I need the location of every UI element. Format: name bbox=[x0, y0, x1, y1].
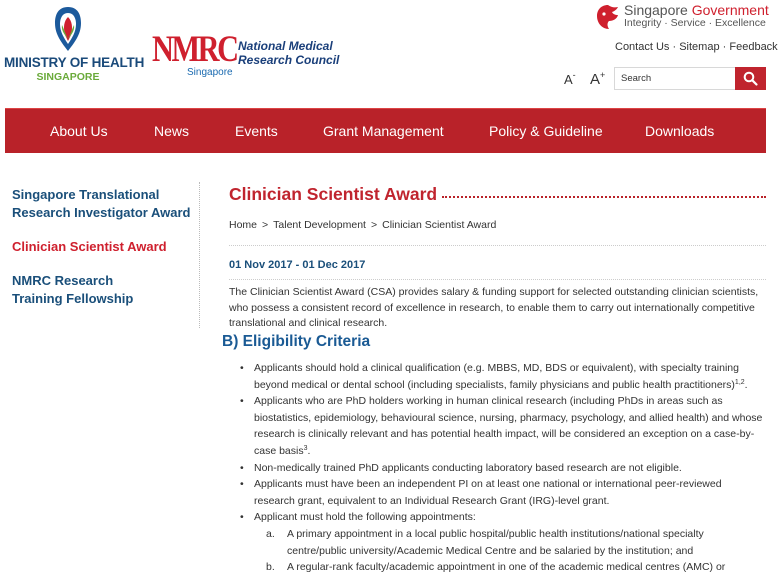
sitemap-link[interactable]: Sitemap bbox=[679, 41, 720, 53]
contact-us-link[interactable]: Contact Us bbox=[615, 41, 670, 53]
sidebar-divider bbox=[199, 182, 200, 328]
page-title: Clinician Scientist Award bbox=[229, 184, 438, 204]
divider bbox=[229, 279, 766, 280]
nmrc-country: Singapore bbox=[187, 67, 233, 78]
feedback-link[interactable]: Feedback bbox=[729, 41, 778, 53]
list-item: • Applicants must have been an independent PI on at least one national or international peer-reviewed research grant, equivalent to an Individual Research Grant (IRG)-level grant. bbox=[240, 476, 764, 509]
nmrc-name-line1: National Medical bbox=[238, 39, 333, 53]
gov-tagline: Integrity · Service · Excellence bbox=[624, 17, 766, 29]
breadcrumb-current: Clinician Scientist Award bbox=[382, 219, 497, 231]
font-decrease-button[interactable]: A- bbox=[564, 70, 576, 87]
breadcrumb-talent-development[interactable]: Talent Development bbox=[273, 219, 366, 231]
nav-events[interactable]: Events bbox=[235, 123, 278, 139]
footnote-ref[interactable]: 3 bbox=[303, 444, 308, 452]
moh-country: SINGAPORE bbox=[36, 71, 100, 83]
list-item: • Applicant must hold the following appointments: a. A primary appointment in a local public hospital/public health institutions/national specialty centre/public university/Academic Medical Centre and be salaried by the institution; and b. A regular-rank faculty/academic appointment in one of the academic medical centres (AMC) or bbox=[240, 509, 764, 575]
utility-links bbox=[615, 41, 778, 53]
list-item: • Non-medically trained PhD applicants conducting laboratory based research are not eligible. bbox=[240, 460, 764, 477]
main-nav bbox=[5, 108, 766, 153]
nav-downloads[interactable]: Downloads bbox=[645, 123, 715, 139]
search-button[interactable] bbox=[735, 67, 766, 90]
appointments-list bbox=[266, 526, 764, 576]
utility-separator: · bbox=[672, 41, 677, 53]
gov-name-part2: Government bbox=[691, 2, 769, 18]
breadcrumb-separator: > bbox=[370, 219, 378, 231]
nmrc-logo[interactable] bbox=[152, 29, 352, 82]
list-item: b. A regular-rank faculty/academic appointment in one of the academic medical centres (AMC) or bbox=[266, 561, 726, 574]
lion-head-icon bbox=[596, 4, 620, 30]
intro-paragraph: The Clinician Scientist Award (CSA) provides salary & funding support for selected outstanding clinician scientists, who possess a consistent record of excellence in research, to enable them to carry out internationally competitive translational and clinical research. bbox=[229, 286, 759, 329]
section-heading-eligibility: B) Eligibility Criteria bbox=[222, 333, 371, 350]
nmrc-name-line2: Research Council bbox=[238, 53, 340, 67]
title-rule bbox=[442, 196, 766, 198]
list-item: • Applicants should hold a clinical qualification (e.g. MBBS, MD, BDS or equivalent), with specialty training beyond medical or dental school (including specialists, family physicians and public health practitioners)$^{1,2}$. bbox=[240, 360, 764, 393]
search-box bbox=[614, 67, 766, 90]
footnote-ref[interactable]: 1,2 bbox=[734, 378, 745, 386]
award-date-range: 01 Nov 2017 - 01 Dec 2017 bbox=[229, 259, 366, 271]
nav-grant-management[interactable]: Grant Management bbox=[323, 123, 444, 139]
nav-policy-guideline[interactable]: Policy & Guideline bbox=[489, 123, 603, 139]
search-input[interactable] bbox=[615, 68, 736, 89]
sidebar-item-clinician-scientist-award[interactable]: Clinician Scientist Award bbox=[12, 239, 167, 254]
breadcrumb-home[interactable]: Home bbox=[229, 219, 258, 231]
singapore-government-logo[interactable] bbox=[596, 2, 769, 34]
nav-about-us[interactable]: About Us bbox=[50, 123, 108, 139]
nav-news[interactable]: News bbox=[154, 123, 190, 139]
divider bbox=[229, 245, 766, 246]
gov-name-part1: Singapore bbox=[624, 2, 692, 18]
moh-logo-icon bbox=[52, 5, 84, 53]
utility-separator: · bbox=[722, 41, 727, 53]
list-item: • Applicants who are PhD holders working in human clinical research (including PhDs in areas such as biostatistics, epidemiology, behavioural science, nursing, pharmacy, psychology, and allied health) and whose research is clinically relevant and has potential health impact, will be considered an exception on a case-by-case basis$^3$. bbox=[240, 393, 764, 459]
nmrc-full-name bbox=[238, 39, 358, 67]
sidebar-item-stari[interactable]: Singapore Translational Research Investigator Award bbox=[12, 187, 191, 220]
moh-logo[interactable] bbox=[4, 5, 145, 85]
gov-name bbox=[624, 2, 769, 18]
eligibility-list bbox=[240, 360, 764, 576]
nmrc-mark: NMRC bbox=[152, 29, 237, 70]
breadcrumb-separator: > bbox=[262, 219, 269, 231]
moh-name: MINISTRY OF HEALTH bbox=[4, 55, 145, 70]
list-item: a. A primary appointment in a local public hospital/public health institutions/national specialty centre/public university/Academic Medical Centre and be salaried by the institution; and bbox=[266, 527, 704, 557]
sidebar-item-research-training-fellowship[interactable]: NMRC Research Training Fellowship bbox=[12, 273, 134, 306]
site-header bbox=[0, 0, 778, 108]
breadcrumb bbox=[229, 219, 496, 231]
font-increase-button[interactable]: A+ bbox=[590, 70, 606, 88]
search-icon bbox=[743, 71, 758, 86]
